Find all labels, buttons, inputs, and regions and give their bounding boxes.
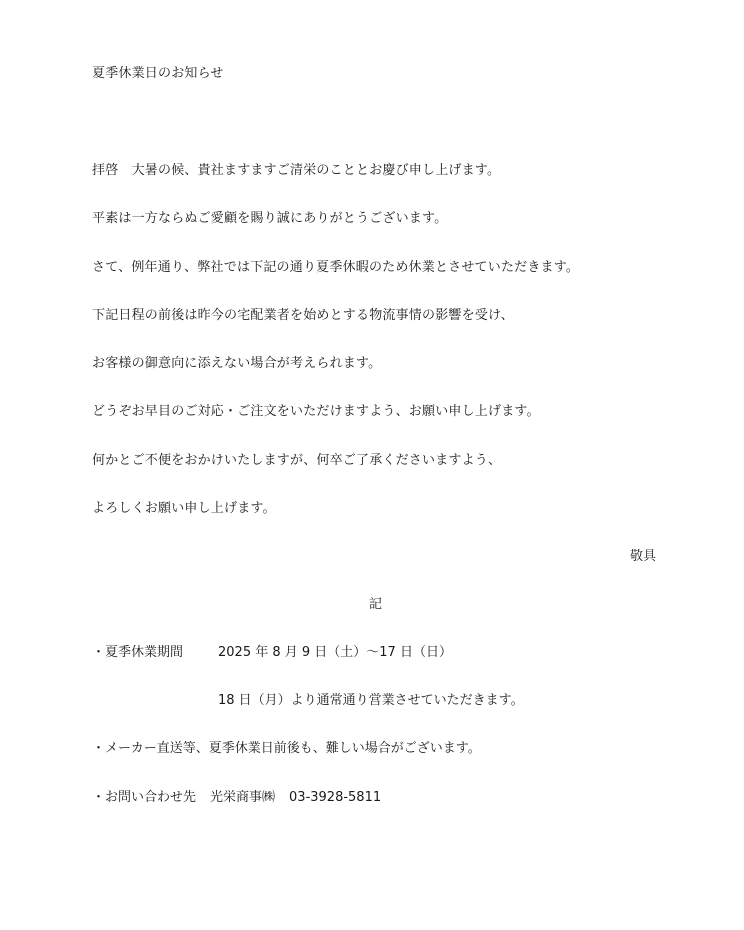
period-label: ・夏季休業期間 [92,645,184,660]
body-paragraph: 何かとご不便をおかけいたしますが、何卒ご了承くださいますよう、 [92,453,502,468]
contact-phone: 03-3928-5811 [289,790,382,805]
contact-label: ・お問い合わせ先 [92,790,197,805]
resume-value: 18 日（月）より通常通り営業させていただきます。 [218,693,524,708]
contact-company: 光栄商事㈱ [210,790,276,805]
closing-salutation: 敬具 [630,549,657,564]
ki-heading: 記 [369,597,383,612]
body-paragraph: 拝啓 大暑の候、貴社ますますご清栄のこととお慶び申し上げます。 [92,163,501,178]
body-paragraph: よろしくお願い申し上げます。 [92,501,276,516]
page-title: 夏季休業日のお知らせ [92,66,224,81]
period-value: 2025 年 8 月 9 日（土）～17 日（日） [218,645,452,660]
body-paragraph: 下記日程の前後は昨今の宅配業者を始めとする物流事情の影響を受け、 [92,308,514,323]
direct-shipping-note: ・メーカー直送等、夏季休業日前後も、難しい場合がございます。 [92,741,481,756]
body-paragraph: どうぞお早目のご対応・ご注文をいただけますよう、お願い申し上げます。 [92,404,540,419]
contact-row [92,789,381,807]
body-paragraph: 平素は一方ならぬご愛顧を賜り誠にありがとうございます。 [92,211,448,226]
body-paragraph: お客様の御意向に添えない場合が考えられます。 [92,356,382,371]
note-row [92,740,481,758]
resume-row [92,692,524,710]
body-paragraph: さて、例年通り、弊社では下記の通り夏季休暇のため休業とさせていただきます。 [92,260,580,275]
period-row [92,644,452,662]
